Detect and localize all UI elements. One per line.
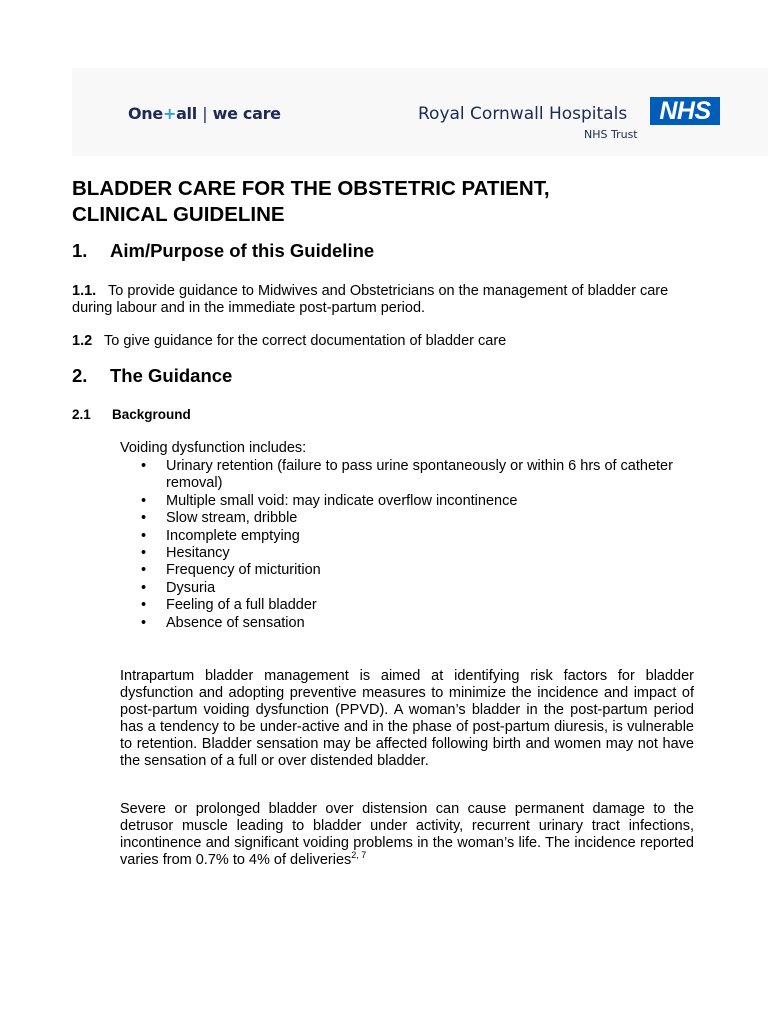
list-item: • Feeling of a full bladder — [141, 597, 681, 614]
subsection-2-1-title: Background — [112, 407, 191, 422]
paragraph-1-1-number: 1.1. — [72, 283, 97, 299]
subsection-2-1-number: 2.1 — [72, 407, 91, 422]
list-item: • Hesitancy — [141, 545, 681, 562]
trust-name: Royal Cornwall Hospitals — [418, 104, 628, 124]
list-item: • Dysuria — [141, 580, 681, 597]
section-1-heading — [72, 240, 374, 262]
distension-paragraph-text: Severe or prolonged bladder over distension can cause permanent damage to the detrusor muscle leading to bladder under activity, recurrent urinary tract infections, incontinence and significant voiding problems in the woman’s life. The incidence reported varies from 0.7% to 4% of deliveries — [120, 801, 694, 868]
list-item: • Multiple small void: may indicate overflow incontinence — [141, 493, 681, 510]
trust-subtitle: NHS Trust — [584, 128, 638, 141]
paragraph-1-2-text: To give guidance for the correct documentation of bladder care — [104, 333, 507, 349]
reference-superscript: 2, 7 — [351, 850, 367, 861]
list-item: • Slow stream, dribble — [141, 510, 681, 527]
subsection-2-1-heading — [72, 407, 191, 423]
brand-slogan — [128, 104, 281, 123]
paragraph-1-2-number: 1.2 — [72, 333, 93, 349]
paragraph-1-2 — [72, 333, 696, 350]
list-item: • Incomplete emptying — [141, 528, 681, 545]
section-1-number: 1. — [72, 240, 88, 261]
distension-paragraph — [120, 801, 694, 869]
intrapartum-paragraph: Intrapartum bladder management is aimed at identifying risk factors for bladder dysfunction and adopting preventive measures to minimize the incidence and impact of post-partum voiding dysfunction (PPVD). A woman’s bladder in the post-partum period has a tendency to be under-active and in the phase of post-partum diuresis, is vulnerable to retention. Bladder sensation may be affected following birth and women may not have the sensation of a full or over distended bladder. — [120, 668, 694, 769]
list-item: • Absence of sensation — [141, 615, 681, 632]
list-item: • Urinary retention (failure to pass urine spontaneously or within 6 hrs of catheter removal) — [141, 458, 681, 493]
section-1-title: Aim/Purpose of this Guideline — [110, 240, 375, 261]
document-header — [72, 68, 768, 156]
slogan-care: we care — [212, 104, 281, 123]
paragraph-1-1-text: To provide guidance to Midwives and Obstetricians on the management of bladder care during labour and in the immediate post-partum period. — [72, 283, 669, 316]
slogan-separator: | — [202, 104, 208, 123]
list-item: • Frequency of micturition — [141, 562, 681, 579]
document-title — [72, 176, 550, 228]
section-2-number: 2. — [72, 365, 88, 386]
section-2-heading — [72, 365, 232, 387]
paragraph-1-1 — [72, 283, 696, 317]
list-intro: Voiding dysfunction includes: — [120, 440, 307, 456]
voiding-dysfunction-list — [141, 458, 681, 632]
slogan-all: all — [176, 104, 197, 123]
title-line-2: CLINICAL GUIDELINE — [72, 203, 285, 226]
slogan-one: One — [128, 104, 163, 123]
nhs-logo: NHS — [650, 97, 720, 125]
section-2-title: The Guidance — [110, 365, 233, 386]
slogan-plus: + — [162, 104, 177, 123]
title-line-1: BLADDER CARE FOR THE OBSTETRIC PATIENT, — [72, 177, 550, 200]
